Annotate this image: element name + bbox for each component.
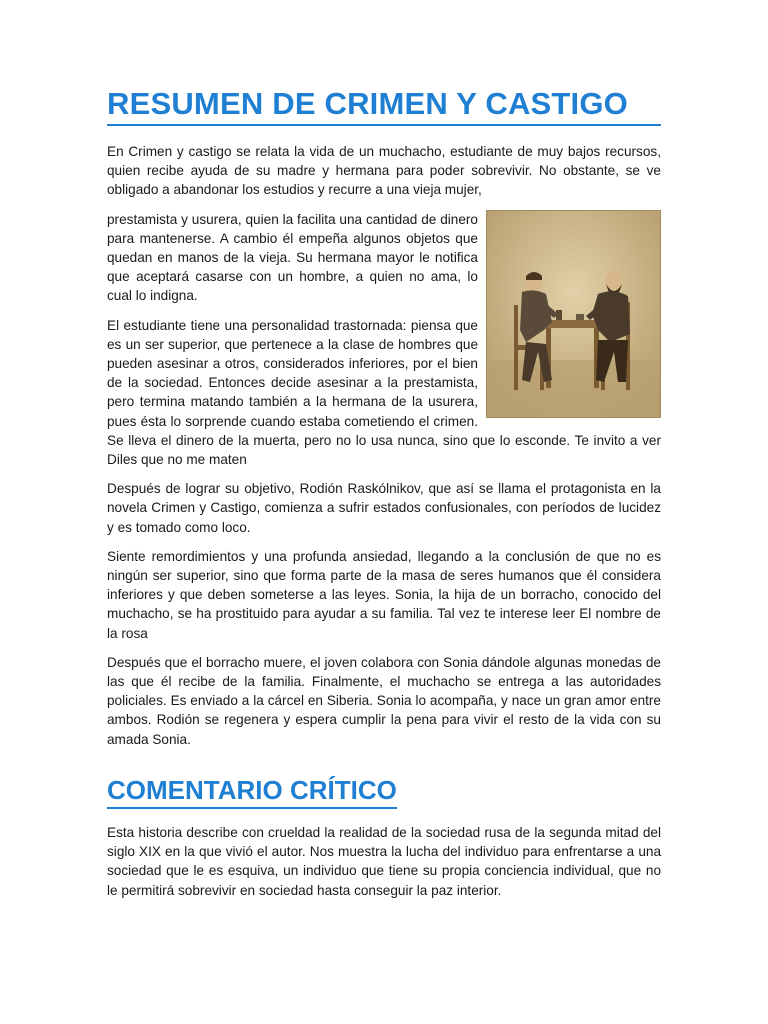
paragraph-personality: El estudiante tiene una personalidad trastornada: piensa que es un ser superior, que pertenece a la clase de hombres que pueden asesinar a otros, considerados inferiores, por el bien de la sociedad. Entonces decide asesinar a la prestamista, pero termina matando también a la hermana de la usurera, pues ésta lo sorprende cuando estaba cometiendo el crimen. Se lleva el dinero de la muerta, pero no lo usa nunca, sino que lo esconde. Te invito a ver Diles que no me maten [107, 317, 661, 468]
paragraph-ending: Después que el borracho muere, el joven colabora con Sonia dándole algunas monedas de las que él recibe de la familia. Finalmente, el muchacho se entrega a las autoridades policiales. Es enviado a la cárcel en Siberia. Sonia lo acompaña, y nace un gran amor entre ambos. Rodión se regenera y espera cumplir la pena para vivir el resto de la vida con su amada Sonia. [107, 654, 661, 747]
document-body [107, 84, 661, 910]
page-title: RESUMEN DE CRIMEN Y CASTIGO [107, 84, 661, 126]
paragraph-comment: Esta historia describe con crueldad la realidad de la sociedad rusa de la segunda mitad del siglo XIX en la que vivió el autor. Nos muestra la lucha del individuo para enfrentarse a una sociedad que le es esquiva, un individuo que tiene su propia conciencia individual, que no le permitirá sobrevivir en sociedad hasta conseguir la paz interior. [107, 824, 661, 898]
illustration-two-men-at-table-icon [486, 210, 661, 418]
paragraph-remorse: Siente remordimientos y una profunda ansiedad, llegando a la conclusión de que no es ningún ser superior, sino que forma parte de la masa de seres humanos que él considera inferiores y que deben someterse a las leyes. Sonia, la hija de un borracho, conocido del muchacho, se ha prostituido para ayudar a su familia. Tal vez te interese leer El nombre de la rosa [107, 548, 661, 641]
paragraph-intro-continued: prestamista y usurera, quien la facilita una cantidad de dinero para mantenerse. A cambio él empeña algunos objetos que quedan en manos de la vieja. Su hermana mayor le notifica que aceptará casarse con un hombre, a quien no ama, lo cual lo indigna. [107, 211, 478, 304]
section-heading-critical-comment: COMENTARIO CRÍTICO [107, 773, 397, 809]
book-illustration [486, 210, 661, 418]
paragraph-intro-lead: En Crimen y castigo se relata la vida de un muchacho, estudiante de muy bajos recursos, quien recibe ayuda de su madre y hermana para poder sobrevivir. No obstante, se ve obligado a abandonar los estudios y recurre a una vieja mujer, [107, 144, 661, 198]
paragraph-protagonist: Después de lograr su objetivo, Rodión Raskólnikov, que así se llama el protagonista en la novela Crimen y Castigo, comienza a sufrir estados confusionales, con períodos de lucidez y es tomado como loco. [107, 481, 661, 535]
